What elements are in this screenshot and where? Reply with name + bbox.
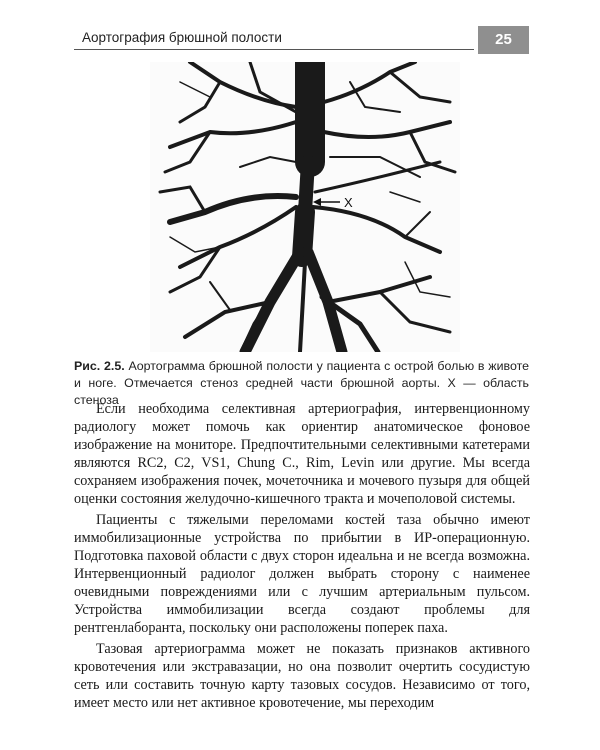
aortogram-figure <box>150 62 460 352</box>
running-header-title: Аортография брюшной полости <box>82 30 282 45</box>
paragraph-2: Пациенты с тяжелыми переломами костей таза обычно имеют иммобилизационные устройства по прибытии в ИР-операционную. Подготовка паховой области с двух сторон идеальна и не всегда возможна. Интервенционный радиолог должен выбрать сторону с наименее очевидными повреждениями или с лучшим артериальным пульсом. Устройства иммобилизации всегда создают проблемы для рентгенлаборанта, поскольку они расположены поперек паха. <box>74 512 530 636</box>
paragraph-1: Если необходима селективная артериография, интервенционному радиологу может помочь как ориентир анатомическое фоновое изображение на мониторе. Предпочтительными селективными катетерами являются RC2, C2, VS1, Chung C., Rim, Levin или другие. Мы всегда сохраняем изображения почек, мочеточника и мочевого пузыря для общей оценки состояния желудочно-кишечного тракта и мочеполовой системы. <box>74 401 530 507</box>
body-text <box>74 400 530 715</box>
running-header <box>74 26 529 52</box>
figure-caption-label: Рис. 2.5. <box>74 359 125 373</box>
page-number: 25 <box>478 26 529 54</box>
aortogram-image <box>150 62 460 352</box>
stenosis-marker-label: X <box>344 195 353 210</box>
header-rule <box>74 49 474 50</box>
figure-caption-text: Аортограмма брюшной полости у пациента с острой болью в животе и ноге. Отмечается стеноз средней части брюшной аорты. X — область стеноза <box>74 359 530 407</box>
paragraph-3: Тазовая артериограмма может не показать признаков активного кровотечения или экстравазации, но она позволит очертить сосудистую сеть или составить точную карту тазовых сосудов. Независимо от того, имеет место или нет активное кровотечение, мы переходим <box>74 641 530 711</box>
